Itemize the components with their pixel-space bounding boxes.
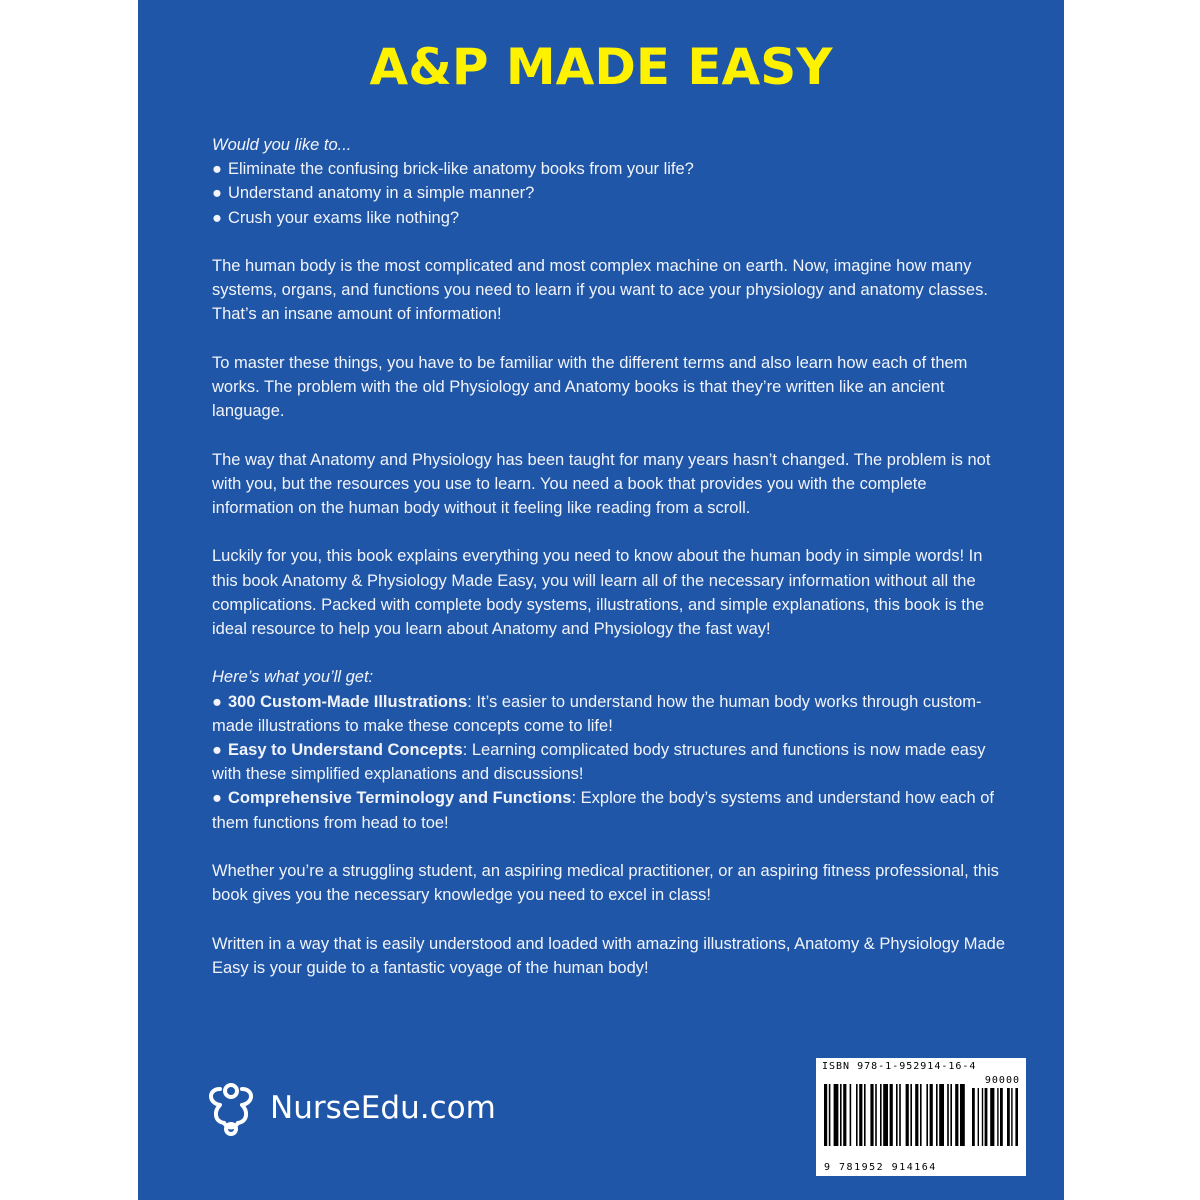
barcode-bar	[1015, 1088, 1018, 1146]
barcode-bar	[930, 1084, 933, 1146]
barcode-bar	[883, 1084, 888, 1146]
barcode-bar	[829, 1084, 831, 1146]
barcode-bar	[972, 1088, 975, 1146]
feature-item: ● 300 Custom-Made Illustrations: It’s easier to understand how the human body works through custom-made illustrations to make these concepts come to life!	[212, 692, 982, 735]
publisher-logo	[200, 1082, 496, 1134]
price-code: 90000	[984, 1075, 1020, 1086]
barcode-bar	[870, 1084, 873, 1146]
back-cover	[138, 0, 1064, 1200]
barcode-bar	[890, 1084, 893, 1146]
barcode-bar	[978, 1088, 979, 1146]
paragraph: The way that Anatomy and Physiology has been taught for many years hasn’t changed. The problem is not with you, but the resources you use to learn. You need a book that provides you with the complete information on the human body without it feeling like reading from a scroll.	[212, 450, 991, 517]
publisher-name: NurseEdu.com	[270, 1090, 496, 1126]
barcode-bar	[920, 1084, 922, 1146]
isbn-barcode	[816, 1058, 1026, 1176]
barcode-bar	[950, 1084, 952, 1146]
paragraph: Luckily for you, this book explains everything you need to know about the human body in simple words! In this book Anatomy & Physiology Made Easy, you will learn all of the necessary information without all the complications. Packed with complete body systems, illustrations, and simple explanations, this book is the ideal resource to help you learn about Anatomy and Physiology the fast way!	[212, 547, 985, 638]
isbn-text: ISBN 978-1-952914-16-4	[822, 1061, 977, 1072]
paragraph: Whether you’re a struggling student, an aspiring medical practitioner, or an aspiring fitness professional, this book gives you the necessary knowledge you need to excel in class!	[212, 862, 999, 905]
barcode-bar	[1011, 1088, 1012, 1146]
barcode-bar	[915, 1084, 918, 1146]
features-heading: Here’s what you’ll get:	[212, 668, 374, 687]
barcode-bar	[982, 1088, 983, 1146]
barcode-bar	[990, 1088, 994, 1146]
barcode-bar	[840, 1084, 842, 1146]
barcode-bar	[824, 1084, 827, 1146]
barcode-bar	[955, 1084, 958, 1146]
barcode-bar	[947, 1084, 949, 1146]
intro-question: Would you like to...	[212, 136, 352, 154]
barcode-bar	[864, 1084, 866, 1146]
barcode-bars	[824, 1074, 1018, 1158]
barcode-bar	[939, 1084, 944, 1146]
barcode-bar	[899, 1084, 901, 1146]
intro-bullet: ● Crush your exams like nothing?	[212, 208, 460, 227]
intro-bullet: ● Understand anatomy in a simple manner?	[212, 184, 535, 203]
barcode-bar	[1007, 1088, 1010, 1146]
barcode-bar	[856, 1084, 858, 1146]
barcode-bar	[859, 1084, 862, 1146]
barcode-bar	[834, 1084, 839, 1146]
barcode-bar	[896, 1084, 898, 1146]
paragraph: To master these things, you have to be familiar with the different terms and also learn how each of them works. The problem with the old Physiology and Anatomy books is that they’re written like an ancient language.	[212, 353, 968, 421]
barcode-bar	[985, 1088, 988, 1146]
feature-item: ● Easy to Understand Concepts: Learning complicated body structures and functions is now made easy with these simplified explanations and discussions!	[212, 741, 986, 784]
paragraph: Written in a way that is easily understood and loaded with amazing illustrations, Anatomy & Physiology Made Easy is your guide to a fantastic voyage of the human body!	[212, 934, 1006, 977]
description-text	[212, 133, 1012, 1004]
cover-title: A&P MADE EASY	[369, 38, 833, 96]
intro-block	[212, 133, 1012, 230]
barcode-bar	[960, 1084, 965, 1146]
barcode-bar	[926, 1084, 928, 1146]
barcode-bar	[910, 1084, 912, 1146]
intro-bullet: ● Eliminate the confusing brick-like anatomy books from your life?	[212, 160, 694, 179]
barcode-bar	[880, 1084, 882, 1146]
barcode-bar	[906, 1084, 909, 1146]
features-block	[212, 665, 1012, 834]
barcode-bar	[1000, 1088, 1003, 1146]
barcode-bar	[997, 1088, 998, 1146]
barcode-bar	[875, 1084, 877, 1146]
barcode-bar	[936, 1084, 938, 1146]
stethoscope-icon	[200, 1077, 262, 1139]
barcode-bar	[850, 1084, 852, 1146]
barcode-digits: 9 781952 914164	[824, 1162, 937, 1173]
feature-item: ● Comprehensive Terminology and Functions: Explore the body’s systems and understand how each of them functions from head to toe!	[212, 789, 994, 832]
barcode-bar	[843, 1084, 846, 1146]
paragraph: The human body is the most complicated and most complex machine on earth. Now, imagine how many systems, organs, and functions you need to learn if you want to ace your physiology and anatomy classes. That’s an insane amount of information!	[212, 257, 988, 324]
